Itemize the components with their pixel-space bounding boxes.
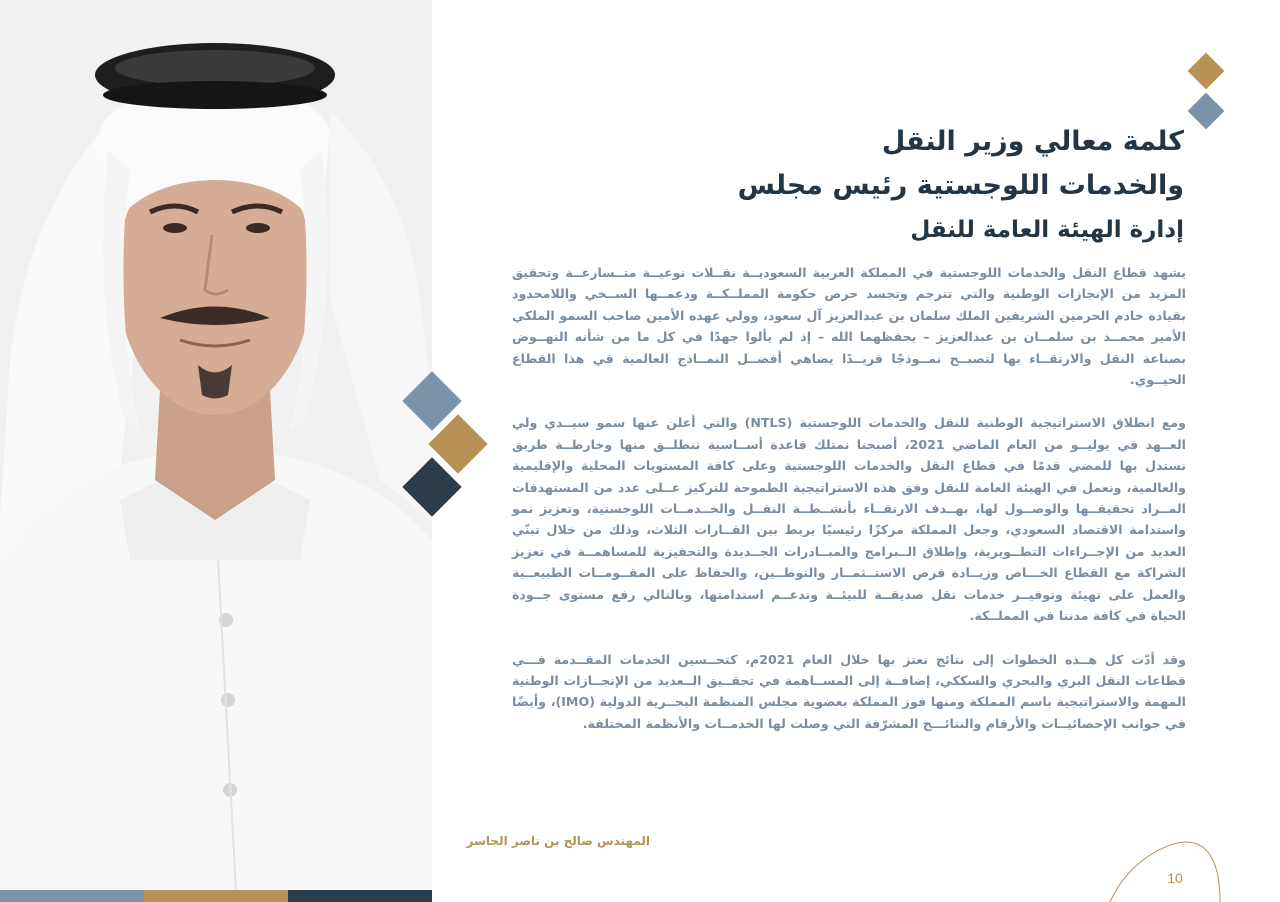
signature: المهندس صالح بن ناصر الجاسر [466, 834, 650, 848]
bottom-color-bar [0, 890, 432, 902]
diamond-steel-top [1188, 93, 1225, 130]
page-number: 10 [1167, 870, 1183, 886]
title-line-2: والخدمات اللوجستية رئيس مجلس [737, 170, 1184, 201]
title-line-1: كلمة معالي وزير النقل [881, 126, 1184, 157]
bar-segment-gold [144, 890, 288, 902]
paragraph-2: ومع انطلاق الاستراتيجية الوطنية للنقل والخدمات اللوجستية (NTLS) والتي أعلن عنها سمو سيــدي ولي العــهد في يوليــو من العام الماضي 2021، أصبحنا نمتلك قاعدة أســاسية ننطلــق منها وخارطــة طريق نستدل بها للمضي قدمًا في قطاع النقل والخدمات اللوجستية وعلى كافة المستويات المحلية والإقليمية والعالمية، ونعمل في الهيئة العامة للنقل وفق هذه الاستراتيجية الطموحة للتركيز عــلى عدد من المستهدفات المــراد تحقيقــها والوصــول لها، بهــدف الارتقــاء بأنشــطــة النقــل والخــدمــات اللوجستية، وتعزيز نمو واستدامة الاقتصاد السعودي، وجعل المملكة مركزًا رئيسيًا يربط بين القــارات الثلاث، وذلك من خلال تبنّي العديد من الإجــراءات التطــويرية، وإطلاق الــبرامج والمبــادرات الجــديدة والتحفيزية للمساهمــة في تعزيز الشراكة مع القطاع الخـــاص وزيــادة فرص الاستــثمــار والتوطــين، والحفاظ على المقــومــات الطبيعــية والعمل على تهيئة وتوفيــر خدمات نقل صديقــة للبيئــة وتدعــم استدامتها، وبالتالي رفع مستوى جــودة الحياة في كافة مدننا في المملــكة. [512, 415, 1186, 624]
page-title [624, 120, 1184, 252]
bar-segment-steel [0, 890, 144, 902]
diamond-gold-top [1188, 53, 1225, 90]
paragraph-3: وقد أدّت كل هــذه الخطوات إلى نتائج نعتز بها خلال العام 2021م، كتحــسين الخدمات المقــدمة فـــي قطاعات النقل البري والبحري والسككي، إضافــة إلى المســاهمة في تحقــيق الــعديد من الإنجــازات الوطنية المهمة والاستراتيجية باسم المملكة ومنها فوز المملكة بعضوية مجلس المنظمة البحــرية الدولية (IMO)، وأيضًا في جوانب الإحصائيــات والأرقام والنتائـــج المشرّفة التي وصلت لها الخدمــات والأنظمة المختلفة. [512, 651, 1186, 731]
bar-segment-navy [288, 890, 432, 902]
paragraph-1: يشهد قطاع النقل والخدمات اللوجستية في المملكة العربية السعوديــة نقــلات نوعيــة متــسارعــة وتحقيق المزيد من الإنجازات الوطنية والتي تترجم وتجسد حرص حكومة المملــكــة ودعمــها الســخي واللامحدود بقيادة خادم الحرمين الشريفين الملك سلمان بن عبدالعزيز آل سعود، وولي عهده الأمين صاحب السمو الملكي الأمير محمــد بن سلمــان بن عبدالعزيز – يحفظهما الله – إذ لم يألوا جهدًا في كل ما من شأنه النهــوض بصناعة النقل والارتقــاء بها لتصبــح نمــوذجًا فريــدًا يضاهي أفضــل النمــاذج العالمية في هذا القطاع الحيــوي. [512, 265, 1186, 388]
portrait-illustration [0, 0, 432, 890]
portrait-photo [0, 0, 432, 890]
body-text [512, 262, 1186, 756]
title-line-3: إدارة الهيئة العامة للنقل [910, 217, 1184, 243]
